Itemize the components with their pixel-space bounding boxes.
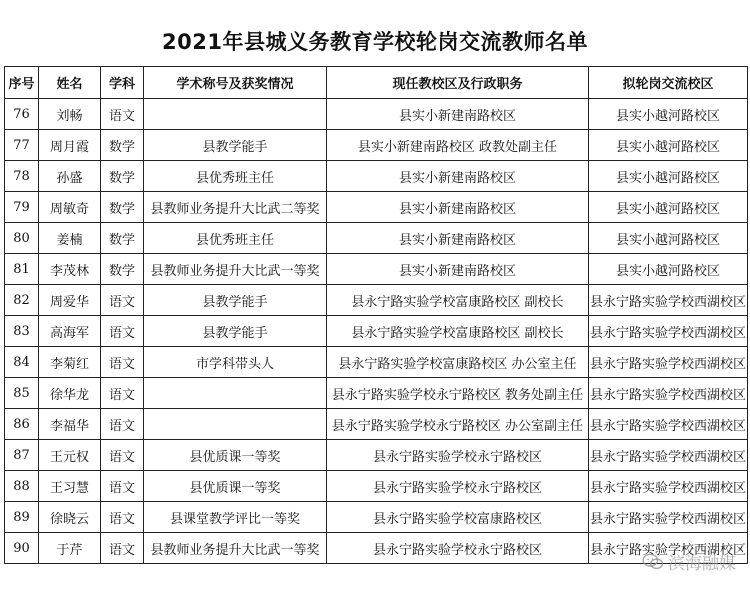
cell-name: 刘畅 <box>39 99 101 130</box>
cell-subject: 语文 <box>101 316 144 347</box>
cell-target-school: 县永宁路实验学校西湖校区 <box>589 533 748 564</box>
cell-name: 徐晓云 <box>39 502 101 533</box>
cell-subject: 语文 <box>101 347 144 378</box>
cell-subject: 语文 <box>101 285 144 316</box>
cell-current-school: 县永宁路实验学校富康路校区 <box>327 502 589 533</box>
cell-honors <box>144 99 327 130</box>
cell-target-school: 县实小越河路校区 <box>589 161 748 192</box>
cell-index: 84 <box>5 347 39 378</box>
cell-honors: 县优质课一等奖 <box>144 471 327 502</box>
cell-target-school: 县永宁路实验学校西湖校区 <box>589 471 748 502</box>
cell-subject: 语文 <box>101 99 144 130</box>
cell-honors: 县优质课一等奖 <box>144 440 327 471</box>
cell-honors: 市学科带头人 <box>144 347 327 378</box>
cell-honors: 县优秀班主任 <box>144 161 327 192</box>
cell-name: 李福华 <box>39 409 101 440</box>
table-row <box>5 378 748 409</box>
cell-index: 87 <box>5 440 39 471</box>
cell-index: 79 <box>5 192 39 223</box>
cell-current-school: 县永宁路实验学校永宁路校区 <box>327 533 589 564</box>
cell-current-school: 县永宁路实验学校永宁路校区 <box>327 471 589 502</box>
cell-honors <box>144 409 327 440</box>
cell-subject: 数学 <box>101 223 144 254</box>
table-row <box>5 192 748 223</box>
cell-current-school: 县永宁路实验学校富康路校区 副校长 <box>327 316 589 347</box>
cell-target-school: 县永宁路实验学校西湖校区 <box>589 440 748 471</box>
table-row <box>5 285 748 316</box>
cell-honors: 县课堂教学评比一等奖 <box>144 502 327 533</box>
cell-name: 周月霞 <box>39 130 101 161</box>
cell-name: 徐华龙 <box>39 378 101 409</box>
cell-current-school: 县实小新建南路校区 <box>327 223 589 254</box>
cell-subject: 数学 <box>101 254 144 285</box>
cell-index: 85 <box>5 378 39 409</box>
cell-subject: 语文 <box>101 378 144 409</box>
cell-name: 周敏奇 <box>39 192 101 223</box>
cell-subject: 数学 <box>101 192 144 223</box>
header-honors: 学术称号及获奖情况 <box>144 67 327 99</box>
cell-target-school: 县实小越河路校区 <box>589 99 748 130</box>
table-row <box>5 161 748 192</box>
cell-name: 姜楠 <box>39 223 101 254</box>
cell-subject: 语文 <box>101 471 144 502</box>
cell-index: 86 <box>5 409 39 440</box>
cell-name: 李茂林 <box>39 254 101 285</box>
cell-index: 88 <box>5 471 39 502</box>
cell-current-school: 县永宁路实验学校富康路校区 办公室主任 <box>327 347 589 378</box>
cell-index: 90 <box>5 533 39 564</box>
cell-current-school: 县永宁路实验学校永宁路校区 办公室副主任 <box>327 409 589 440</box>
cell-index: 78 <box>5 161 39 192</box>
cell-subject: 语文 <box>101 440 144 471</box>
cell-subject: 语文 <box>101 533 144 564</box>
cell-honors: 县优秀班主任 <box>144 223 327 254</box>
table-row <box>5 471 748 502</box>
cell-index: 83 <box>5 316 39 347</box>
cell-honors: 县教师业务提升大比武一等奖 <box>144 533 327 564</box>
cell-current-school: 县实小新建南路校区 <box>327 254 589 285</box>
cell-subject: 语文 <box>101 502 144 533</box>
table-header-row <box>5 67 748 99</box>
cell-subject: 数学 <box>101 130 144 161</box>
cell-current-school: 县实小新建南路校区 <box>327 99 589 130</box>
cell-honors: 县教学能手 <box>144 285 327 316</box>
cell-subject: 数学 <box>101 161 144 192</box>
cell-name: 王习慧 <box>39 471 101 502</box>
cell-target-school: 县实小越河路校区 <box>589 254 748 285</box>
cell-name: 高海军 <box>39 316 101 347</box>
cell-current-school: 县永宁路实验学校富康路校区 副校长 <box>327 285 589 316</box>
wechat-icon <box>642 553 664 571</box>
cell-honors: 县教学能手 <box>144 316 327 347</box>
cell-current-school: 县永宁路实验学校永宁路校区 <box>327 440 589 471</box>
cell-target-school: 县永宁路实验学校西湖校区 <box>589 409 748 440</box>
cell-target-school: 县永宁路实验学校西湖校区 <box>589 285 748 316</box>
table-row <box>5 533 748 564</box>
cell-target-school: 县实小越河路校区 <box>589 223 748 254</box>
cell-index: 89 <box>5 502 39 533</box>
cell-target-school: 县永宁路实验学校西湖校区 <box>589 347 748 378</box>
cell-honors: 县教师业务提升大比武二等奖 <box>144 192 327 223</box>
cell-name: 孙盛 <box>39 161 101 192</box>
page-title: 2021年县城义务教育学校轮岗交流教师名单 <box>162 30 588 54</box>
cell-target-school: 县永宁路实验学校西湖校区 <box>589 316 748 347</box>
cell-honors <box>144 378 327 409</box>
table-body <box>5 99 748 564</box>
cell-current-school: 县实小新建南路校区 <box>327 161 589 192</box>
cell-target-school: 县实小越河路校区 <box>589 192 748 223</box>
teacher-roster-table <box>4 66 748 564</box>
cell-honors: 县教学能手 <box>144 130 327 161</box>
cell-current-school: 县实小新建南路校区 政教处副主任 <box>327 130 589 161</box>
watermark-text: 滨海融媒 <box>668 554 736 574</box>
cell-target-school: 县实小越河路校区 <box>589 130 748 161</box>
cell-name: 李菊红 <box>39 347 101 378</box>
cell-index: 77 <box>5 130 39 161</box>
table-row <box>5 316 748 347</box>
header-current-school: 现任教校区及行政职务 <box>327 67 589 99</box>
table-row <box>5 440 748 471</box>
table-row <box>5 502 748 533</box>
table-row <box>5 347 748 378</box>
header-name: 姓名 <box>39 67 101 99</box>
table-row <box>5 409 748 440</box>
watermark <box>642 549 736 574</box>
table-row <box>5 223 748 254</box>
cell-index: 76 <box>5 99 39 130</box>
cell-current-school: 县实小新建南路校区 <box>327 192 589 223</box>
header-subject: 学科 <box>101 67 144 99</box>
header-index: 序号 <box>5 67 39 99</box>
cell-name: 周爱华 <box>39 285 101 316</box>
table-row <box>5 99 748 130</box>
cell-current-school: 县永宁路实验学校永宁路校区 教务处副主任 <box>327 378 589 409</box>
table-row <box>5 254 748 285</box>
cell-index: 80 <box>5 223 39 254</box>
cell-honors: 县教师业务提升大比武一等奖 <box>144 254 327 285</box>
table-row <box>5 130 748 161</box>
cell-target-school: 县永宁路实验学校西湖校区 <box>589 502 748 533</box>
cell-index: 82 <box>5 285 39 316</box>
cell-name: 于芹 <box>39 533 101 564</box>
cell-name: 王元权 <box>39 440 101 471</box>
header-target-school: 拟轮岗交流校区 <box>589 67 748 99</box>
cell-index: 81 <box>5 254 39 285</box>
cell-target-school: 县永宁路实验学校西湖校区 <box>589 378 748 409</box>
cell-subject: 语文 <box>101 409 144 440</box>
